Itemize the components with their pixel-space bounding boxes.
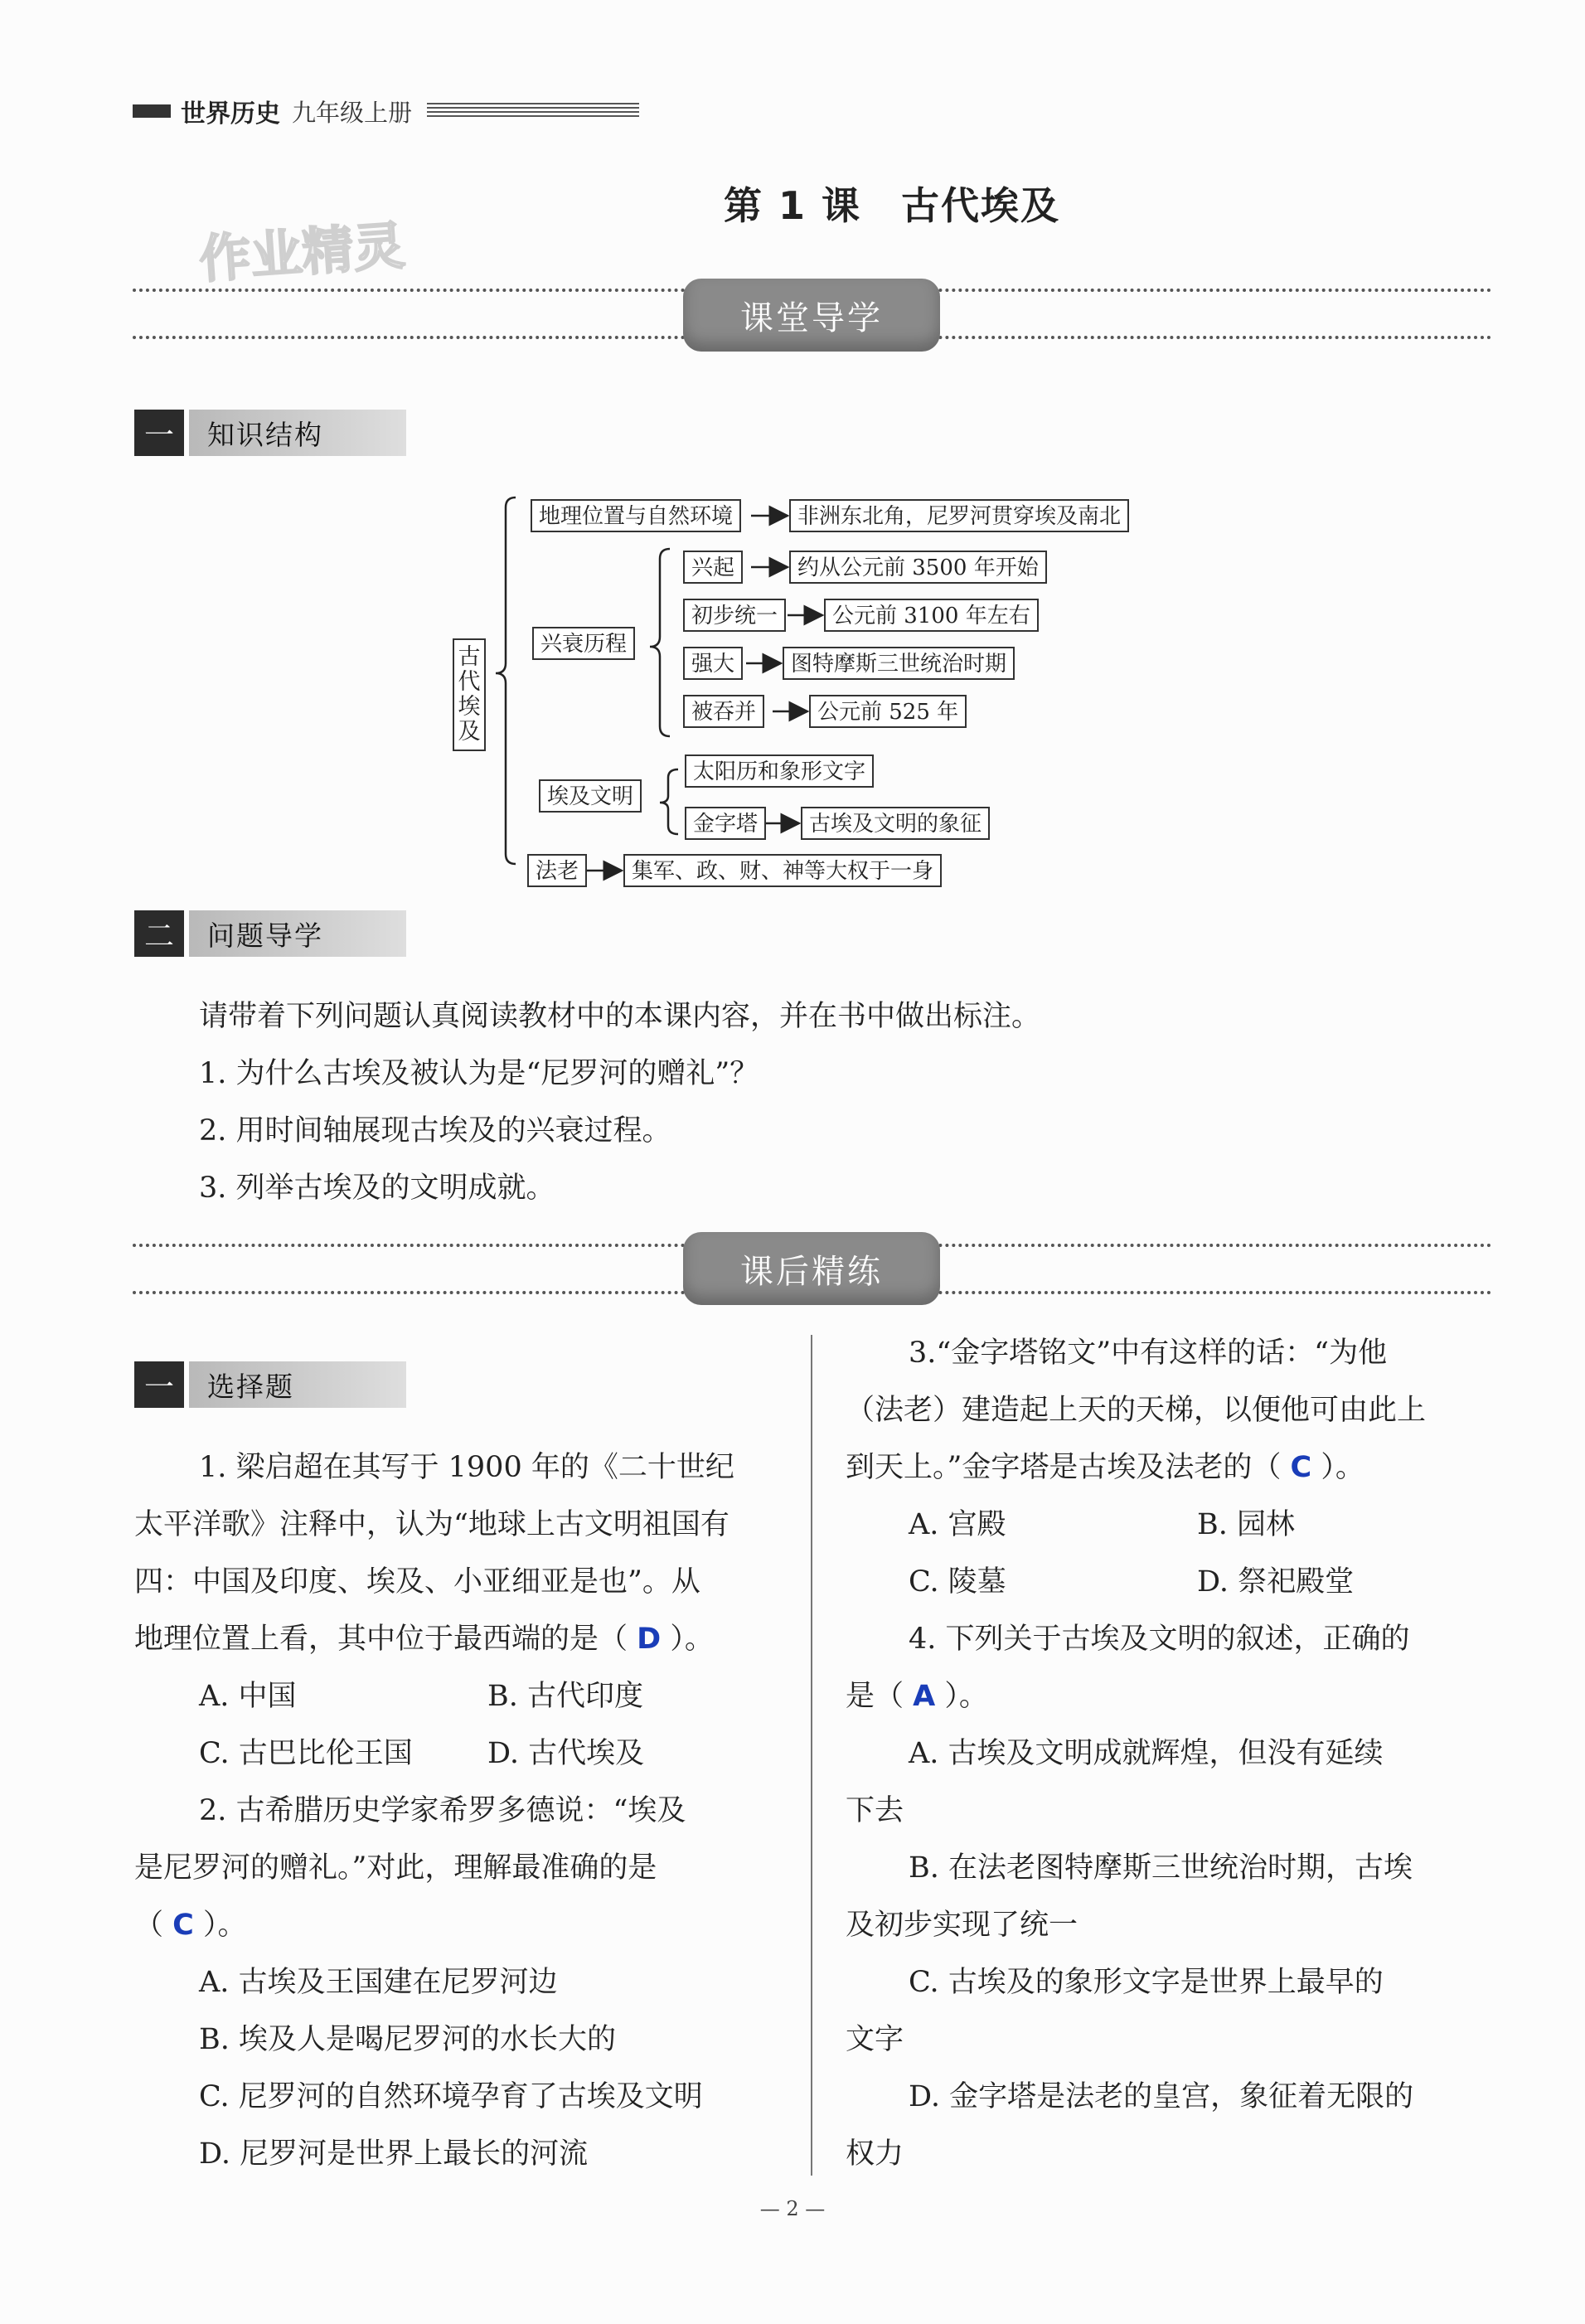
- question-item: 1. 为什么古埃及被认为是“尼罗河的赠礼”？: [199, 1057, 759, 1090]
- questions-intro: 请带着下列问题认真阅读教材中的本课内容，并在书中做出标注。: [199, 1000, 1041, 1033]
- q2-option: B. 埃及人是喝尼罗河的水长大的: [199, 2023, 616, 2056]
- q4-option-cont: 文字: [846, 2023, 904, 2056]
- diagram-history-desc: 约从公元前 3500 年开始: [789, 551, 1047, 584]
- subsection-label: 选择题: [189, 1361, 406, 1408]
- subsection-choice: [134, 1361, 406, 1408]
- q4-option-cont: 权力: [846, 2137, 904, 2171]
- q1-line: 太平洋歌》注释中，认为“地球上古文明祖国有: [134, 1508, 729, 1541]
- q3-answer-line: [846, 1439, 1492, 1497]
- q3-option: D. 祭祀殿堂: [1197, 1565, 1355, 1599]
- q4-option: C. 古埃及的象形文字是世界上最早的: [909, 1966, 1384, 1999]
- q2-option: D. 尼罗河是世界上最长的河流: [199, 2137, 589, 2171]
- q3-stem-end: ）。: [1321, 1451, 1364, 1484]
- q4-option: B. 在法老图特摩斯三世统治时期，古埃: [909, 1851, 1413, 1885]
- subsection-label: 知识结构: [189, 410, 406, 456]
- q4-option-cont: 及初步实现了统一: [846, 1909, 1078, 1942]
- running-header: [133, 93, 639, 129]
- question-item: 2. 用时间轴展现古埃及的兴衰过程。: [199, 1114, 671, 1147]
- q2-option: A. 古埃及王国建在尼罗河边: [199, 1966, 558, 1999]
- q1-answer-line: [134, 1611, 781, 1668]
- q4-line: 4. 下列关于古埃及文明的叙述，正确的: [909, 1623, 1410, 1656]
- subsection-number: 一: [134, 1361, 184, 1408]
- q4-answer-line: [846, 1668, 1492, 1725]
- q2-stem-tail: （: [134, 1909, 164, 1942]
- diagram-history-item: 被吞并: [683, 695, 764, 728]
- q1-options-row: [134, 1725, 781, 1783]
- diagram-civ-item: 太阳历和象形文字: [685, 754, 874, 788]
- page-number: — 2 —: [759, 2197, 826, 2220]
- q1-option: C. 古巴比伦王国: [199, 1737, 413, 1770]
- q3-line: （法老）建造起上天的天梯，以便他可由此上: [846, 1394, 1427, 1427]
- header-bar-icon: [133, 104, 171, 118]
- q1-stem-tail: 地理位置上看，其中位于最西端的是（: [134, 1623, 628, 1656]
- section-banner-practice: 课后精练: [683, 1232, 940, 1305]
- q1-options-row: [134, 1668, 781, 1725]
- diagram-civ-item: 金字塔: [685, 807, 766, 840]
- subsection-number: 一: [134, 410, 184, 456]
- q4-option-cont: 下去: [846, 1794, 904, 1827]
- q3-stem-tail: 到天上。”金字塔是古埃及法老的（: [846, 1451, 1282, 1484]
- q1-stem-end: ）。: [670, 1623, 714, 1656]
- q2-answer-line: [134, 1897, 781, 1954]
- q4-option: A. 古埃及文明成就辉煌，但没有延续: [909, 1737, 1384, 1770]
- left-column: [134, 1439, 781, 2183]
- subsection-knowledge: [134, 410, 406, 456]
- q3-line: 3.“金字塔铭文”中有这样的话：“为他: [909, 1337, 1388, 1370]
- q2-line: 2. 古希腊历史学家希罗多德说：“埃及: [199, 1794, 686, 1827]
- diagram-history-item: 初步统一: [683, 599, 786, 632]
- column-divider: [811, 1335, 812, 2176]
- q3-option: C. 陵墓: [909, 1565, 1006, 1599]
- diagram-pharaoh-desc: 集军、政、财、神等大权于一身: [623, 854, 942, 887]
- subsection-questions: [134, 910, 406, 957]
- subsection-label: 问题导学: [189, 910, 406, 957]
- q4-answer: A: [913, 1680, 936, 1713]
- q1-option: A. 中国: [199, 1680, 297, 1713]
- watermark: 作业精灵: [197, 215, 407, 290]
- header-stripes: [427, 103, 639, 119]
- diagram-history-item: 兴起: [683, 551, 743, 584]
- q3-options-row: [846, 1554, 1492, 1611]
- header-grade: 九年级上册: [292, 98, 413, 127]
- q4-stem-end: ）。: [944, 1680, 988, 1713]
- q1-option: D. 古代埃及: [487, 1737, 645, 1770]
- diagram-history-item: 强大: [683, 647, 743, 680]
- q2-answer: C: [172, 1909, 194, 1942]
- diagram-history-desc: 公元前 525 年: [809, 695, 967, 728]
- diagram-history-label: 兴衰历程: [532, 627, 635, 660]
- q3-options-row: [846, 1497, 1492, 1554]
- q4-option: D. 金字塔是法老的皇宫，象征着无限的: [909, 2080, 1414, 2113]
- section-banner-guide: 课堂导学: [683, 279, 940, 352]
- q2-stem-end: ）。: [202, 1909, 247, 1942]
- q3-option: A. 宫殿: [909, 1508, 1006, 1541]
- knowledge-diagram: [448, 489, 1194, 895]
- diagram-civ-desc: 古埃及文明的象征: [801, 807, 990, 840]
- q1-line: 1. 梁启超在其写于 1900 年的《二十世纪: [199, 1451, 734, 1484]
- diagram-pharaoh-label: 法老: [527, 854, 587, 887]
- q3-answer: C: [1290, 1451, 1312, 1484]
- right-column: [846, 1325, 1492, 2183]
- diagram-geo-desc: 非洲东北角，尼罗河贯穿埃及南北: [789, 499, 1129, 532]
- q1-option: B. 古代印度: [487, 1680, 643, 1713]
- q1-answer: D: [637, 1623, 662, 1656]
- q1-line: 四：中国及印度、埃及、小亚细亚是也”。从: [134, 1565, 700, 1599]
- diagram-root: 古代埃及: [453, 638, 486, 751]
- question-item: 3. 列举古埃及的文明成就。: [199, 1172, 555, 1205]
- lesson-title: 第 1 课 古代埃及: [723, 183, 1061, 228]
- header-subject: 世界历史: [181, 99, 280, 129]
- subsection-number: 二: [134, 910, 184, 957]
- diagram-history-desc: 图特摩斯三世统治时期: [783, 647, 1015, 680]
- q2-line: 是尼罗河的赠礼。”对此，理解最准确的是: [134, 1851, 657, 1885]
- diagram-geo-label: 地理位置与自然环境: [531, 499, 741, 532]
- q2-option: C. 尼罗河的自然环境孕育了古埃及文明: [199, 2080, 703, 2113]
- q3-option: B. 园林: [1197, 1508, 1295, 1541]
- questions-list: [199, 988, 1492, 1217]
- diagram-civ-label: 埃及文明: [539, 779, 642, 813]
- diagram-history-desc: 公元前 3100 年左右: [824, 599, 1039, 632]
- q4-stem-tail: 是（: [846, 1680, 904, 1713]
